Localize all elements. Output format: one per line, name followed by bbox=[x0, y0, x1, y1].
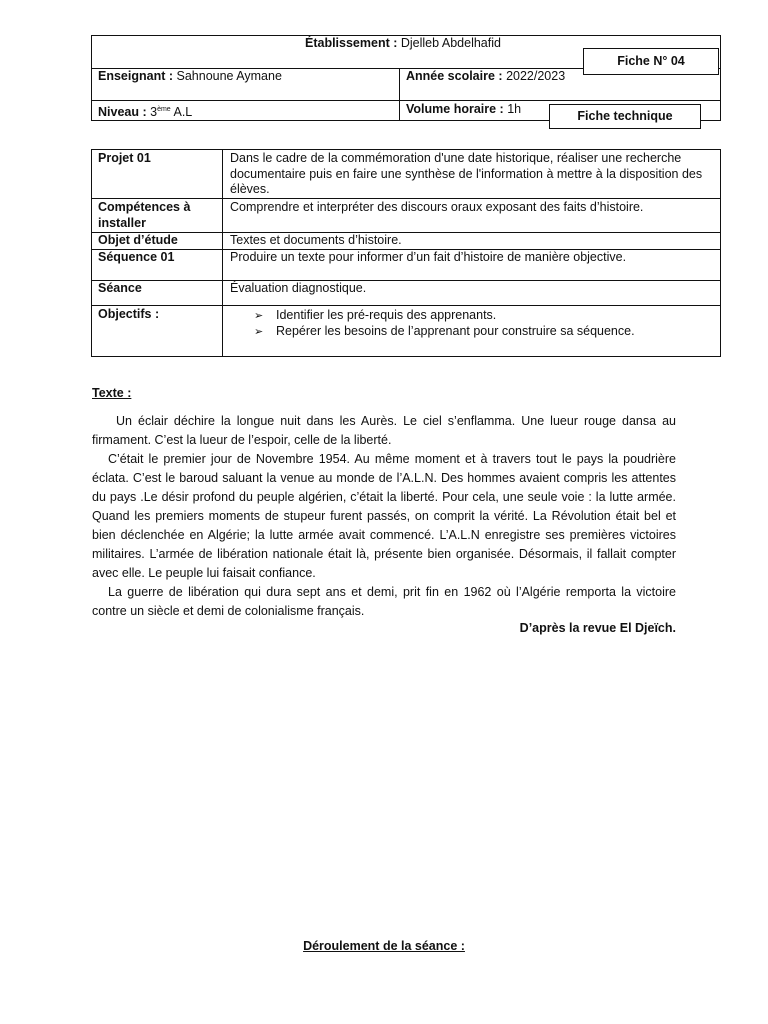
objectif-text: Identifier les pré-requis des apprenants. bbox=[276, 308, 497, 322]
seance-label: Séance bbox=[98, 281, 142, 295]
seance-value: Évaluation diagnostique. bbox=[230, 281, 367, 295]
annee-scolaire bbox=[406, 69, 565, 85]
niveau-label: Niveau : bbox=[98, 105, 147, 120]
objet-value: Textes et documents d’histoire. bbox=[230, 233, 402, 247]
objectif-item bbox=[254, 323, 635, 340]
fiche-technique-box bbox=[549, 104, 701, 129]
volume-label: Volume horaire : bbox=[406, 102, 504, 116]
niveau-num: 3 bbox=[150, 105, 158, 120]
enseignant bbox=[98, 69, 282, 85]
etablissement bbox=[305, 36, 501, 52]
volume-value: 1h bbox=[507, 102, 522, 116]
sequence-label: Séquence 01 bbox=[98, 250, 175, 264]
arrow-bullet-icon: ➢ bbox=[254, 310, 264, 322]
arrow-bullet-icon: ➢ bbox=[254, 326, 264, 338]
objet-label: Objet d’étude bbox=[98, 233, 178, 247]
enseignant-value: Sahnoune Aymane bbox=[176, 69, 282, 83]
niveau-sup: ème bbox=[157, 106, 171, 113]
etablissement-label: Établissement : bbox=[305, 36, 398, 50]
texte-body bbox=[92, 412, 676, 621]
texte-paragraph: Un éclair déchire la longue nuit dans les Aurès. Le ciel s’enflamma. Une lueur rouge dansa au firmament. C’est la lueur de l’espoir, celle de la liberté. bbox=[92, 414, 676, 447]
niveau-suffix: A.L bbox=[173, 105, 193, 120]
objectif-text: Repérer les besoins de l’apprenant pour construire sa séquence. bbox=[276, 324, 635, 338]
volume-horaire bbox=[406, 102, 521, 118]
enseignant-label: Enseignant : bbox=[98, 69, 174, 83]
annee-label: Année scolaire : bbox=[406, 69, 503, 83]
etablissement-value: Djelleb Abdelhafid bbox=[400, 36, 501, 50]
projet-value: Dans le cadre de la commémoration d'une date historique, réaliser une recherche documentaire puis en faire une synthèse de l'information à mettre à la disposition des élèves. bbox=[230, 151, 703, 196]
competences-label: Compétences à installer bbox=[98, 200, 191, 230]
objectif-item bbox=[254, 307, 496, 324]
fiche-number-box bbox=[583, 48, 719, 75]
projet-label: Projet 01 bbox=[98, 151, 151, 165]
texte-source: D’après la revue El Djeïch. bbox=[519, 621, 676, 635]
deroulement-heading: Déroulement de la séance : bbox=[303, 939, 465, 953]
fiche-technique: Fiche technique bbox=[577, 109, 673, 123]
annee-value: 2022/2023 bbox=[506, 69, 566, 83]
fiche-number: Fiche N° 04 bbox=[617, 54, 685, 68]
texte-paragraph: C’était le premier jour de Novembre 1954. Au même moment et à travers tout le pays la poudrière éclata. C’est le baroud saluant la venue au monde de l’A.L.N. Des hommes avaient compris les attentes du pays .Le désir profond du peuple algérien, c’était la liberté. Pour cela, une seule voie : la lutte armée. Quand les premiers moments de stupeur furent passés, on comprit la vérité. La Révolution était bel et bien déclenchée en Algérie; la lutte armée avait commencé. L’A.L.N enregistre ses premières victoires militaires. L’armée de libération nationale était là, présente bien organisée. Désormais, il fallait compter avec elle. Le peuple lui faisait confiance. bbox=[92, 452, 676, 580]
objectifs-label: Objectifs : bbox=[98, 307, 160, 321]
sequence-value: Produire un texte pour informer d’un fait d’histoire de manière objective. bbox=[230, 250, 627, 264]
competences-value: Comprendre et interpréter des discours oraux exposant des faits d’histoire. bbox=[230, 200, 644, 214]
texte-paragraph: La guerre de libération qui dura sept ans et demi, prit fin en 1962 où l’Algérie remporta la victoire contre un siècle et demi de colonialisme français. bbox=[92, 585, 676, 618]
texte-heading: Texte : bbox=[92, 386, 132, 400]
niveau bbox=[98, 102, 192, 121]
